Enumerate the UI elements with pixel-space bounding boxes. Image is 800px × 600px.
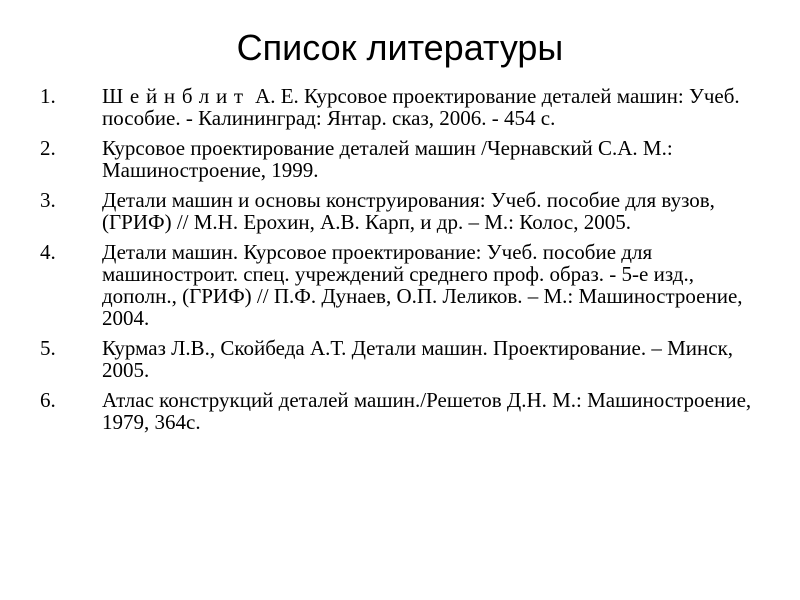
- reference-number: 3.: [40, 188, 56, 212]
- reference-item-4: [40, 241, 770, 329]
- reference-author: Шейнблит: [102, 84, 250, 108]
- reference-item-6: [40, 389, 770, 433]
- reference-number: 5.: [40, 336, 56, 360]
- reference-text: Атлас конструкций деталей машин./Решетов Д.Н. М.: Машиностроение, 1979, 364с.: [102, 388, 752, 434]
- reference-text: Курмаз Л.В., Скойбеда А.Т. Детали машин. Проектирование. – Минск, 2005.: [102, 336, 734, 382]
- reference-number: 6.: [40, 388, 56, 412]
- reference-list: [40, 85, 770, 441]
- reference-text: Курсовое проектирование деталей машин /Чернавский С.А. М.: Машиностроение, 1999.: [102, 136, 673, 182]
- reference-number: 4.: [40, 240, 56, 264]
- slide-title: Список литературы: [236, 27, 564, 68]
- reference-number: 2.: [40, 136, 56, 160]
- reference-item-5: [40, 337, 770, 381]
- reference-text: Детали машин. Курсовое проектирование: Учеб. пособие для машиностроит. спец. учреждений среднего проф. образ. - 5-е изд., дополн., (ГРИФ) // П.Ф. Дунаев, О.П. Леликов. – М.: Машиностроение, 2004.: [102, 240, 743, 330]
- reference-item-2: [40, 137, 770, 181]
- reference-item-1: [40, 85, 770, 129]
- reference-item-3: [40, 189, 770, 233]
- reference-text: А. Е. Курсовое проектирование деталей машин: Учеб. пособие. - Калининград: Янтар. сказ, 2006. - 454 с.: [102, 84, 740, 130]
- reference-number: 1.: [40, 84, 56, 108]
- reference-text: Детали машин и основы конструирования: Учеб. пособие для вузов, (ГРИФ) // М.Н. Ерохин, А.В. Карп, и др. – М.: Колос, 2005.: [102, 188, 715, 234]
